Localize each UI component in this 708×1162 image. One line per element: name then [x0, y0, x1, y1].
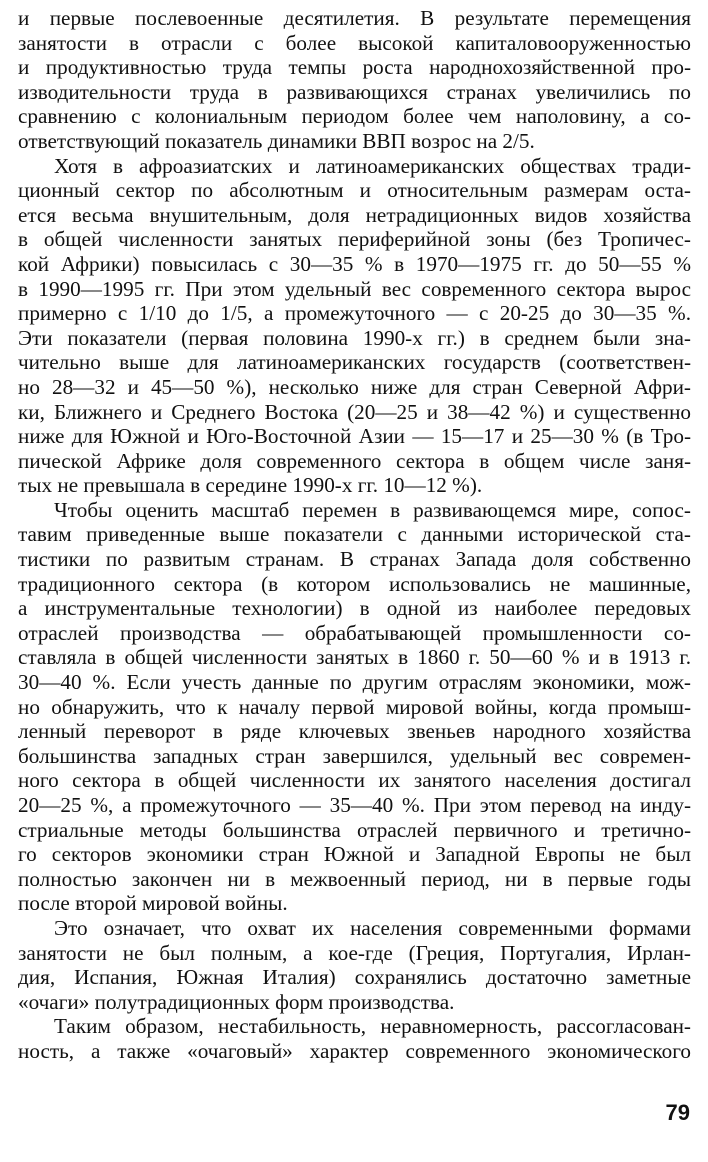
body-text	[18, 6, 691, 1064]
text-line: «очаги» полутрадиционных форм производства.	[18, 989, 455, 1014]
text-line: и первые послевоенные десятилетия. В результате перемещения	[18, 6, 691, 30]
text-line: отраслей производства — обрабатывающей промышленности со-	[18, 620, 691, 645]
text-line: но обнаружить, что к началу первой мировой войны, когда промыш-	[18, 694, 691, 719]
text-line: в общей численности занятых периферийной зоны (без Тропичес-	[18, 227, 691, 252]
text-line: кой Африки) повысилась с 30—35 % в 1970—1975 гг. до 50—55 %	[18, 251, 691, 276]
text-line: Таким образом, нестабильность, неравномерность, рассогласован-	[54, 1014, 691, 1039]
text-line: примерно с 1/10 до 1/5, а промежуточного — с 20-25 до 30—35 %.	[18, 301, 691, 326]
text-line: чительно выше для латиноамериканских государств (соответствен-	[18, 350, 691, 375]
text-line: ответствующий показатель динамики ВВП возрос на 2/5.	[18, 128, 535, 153]
text-line: занятости в отрасли с более высокой капиталовооруженностью	[18, 30, 691, 55]
text-line: Хотя в афроазиатских и латиноамериканских обществах тради-	[54, 153, 691, 178]
text-line: и продуктивностью труда темпы роста народнохозяйственной про-	[18, 55, 691, 80]
text-line: ного сектора в общей численности их занятого населения достигал	[18, 768, 691, 793]
text-line: ционный сектор по абсолютным и относительным размерам оста-	[18, 178, 691, 203]
text-line: тистики по развитым странам. В странах Запада доля собственно	[18, 547, 691, 572]
text-line: в 1990—1995 гг. При этом удельный вес современного сектора вырос	[18, 276, 691, 301]
text-line: ется весьма внушительным, доля нетрадиционных видов хозяйства	[18, 202, 691, 227]
text-line: изводительности труда в развивающихся странах увеличились по	[18, 79, 691, 104]
text-line: занятости не был полным, а кое-где (Греция, Португалия, Ирлан-	[18, 940, 691, 965]
text-line: Чтобы оценить масштаб перемен в развивающемся мире, сопос-	[54, 497, 691, 522]
text-line: 20—25 %, а промежуточного — 35—40 %. При этом перевод на инду-	[18, 793, 691, 817]
text-line: после второй мировой войны.	[18, 891, 288, 916]
text-line: дия, Испания, Южная Италия) сохранялись достаточно заметные	[18, 965, 691, 990]
text-line: а инструментальные технологии) в одной из наиболее передовых	[18, 596, 691, 621]
text-line: Эти показатели (первая половина 1990-х гг.) в среднем были зна-	[18, 325, 691, 350]
text-line: 30—40 %. Если учесть данные по другим отраслям экономики, мож-	[18, 670, 691, 695]
text-line: ность, а также «очаговый» характер современного экономического	[18, 1038, 691, 1063]
text-line: ниже для Южной и Юго-Восточной Азии — 15—17 и 25—30 % (в Тро-	[18, 424, 691, 449]
text-line: ставляла в общей численности занятых в 1860 г. 50—60 % и в 1913 г.	[18, 645, 691, 670]
text-line: го секторов экономики стран Южной и Западной Европы не был	[18, 842, 691, 867]
text-line: пической Африке доля современного сектора в общем числе заня-	[18, 448, 691, 473]
text-line: тых не превышала в середине 1990-х гг. 10—12 %).	[18, 473, 483, 498]
text-line: но 28—32 и 45—50 %), несколько ниже для стран Северной Афри-	[18, 374, 691, 399]
text-line: большинства западных стран завершился, удельный вес современ-	[18, 743, 691, 768]
text-line: ки, Ближнего и Среднего Востока (20—25 и 38—42 %) и существенно	[18, 399, 691, 424]
text-line: сравнению с колониальным периодом более чем наполовину, а со-	[18, 104, 691, 129]
text-line: тавим приведенные выше показатели с данными исторической ста-	[18, 522, 691, 547]
page-number: 79	[665, 1100, 690, 1125]
text-line: стриальные методы большинства отраслей первичного и третично-	[18, 817, 691, 842]
text-line: ленный переворот в ряде ключевых звеньев народного хозяйства	[18, 719, 691, 744]
text-line: полностью закончен ни в межвоенный период, ни в первые годы	[18, 866, 691, 891]
text-line: традиционного сектора (в котором использовались не машинные,	[18, 571, 691, 596]
text-line: Это означает, что охват их населения современными формами	[54, 915, 691, 940]
